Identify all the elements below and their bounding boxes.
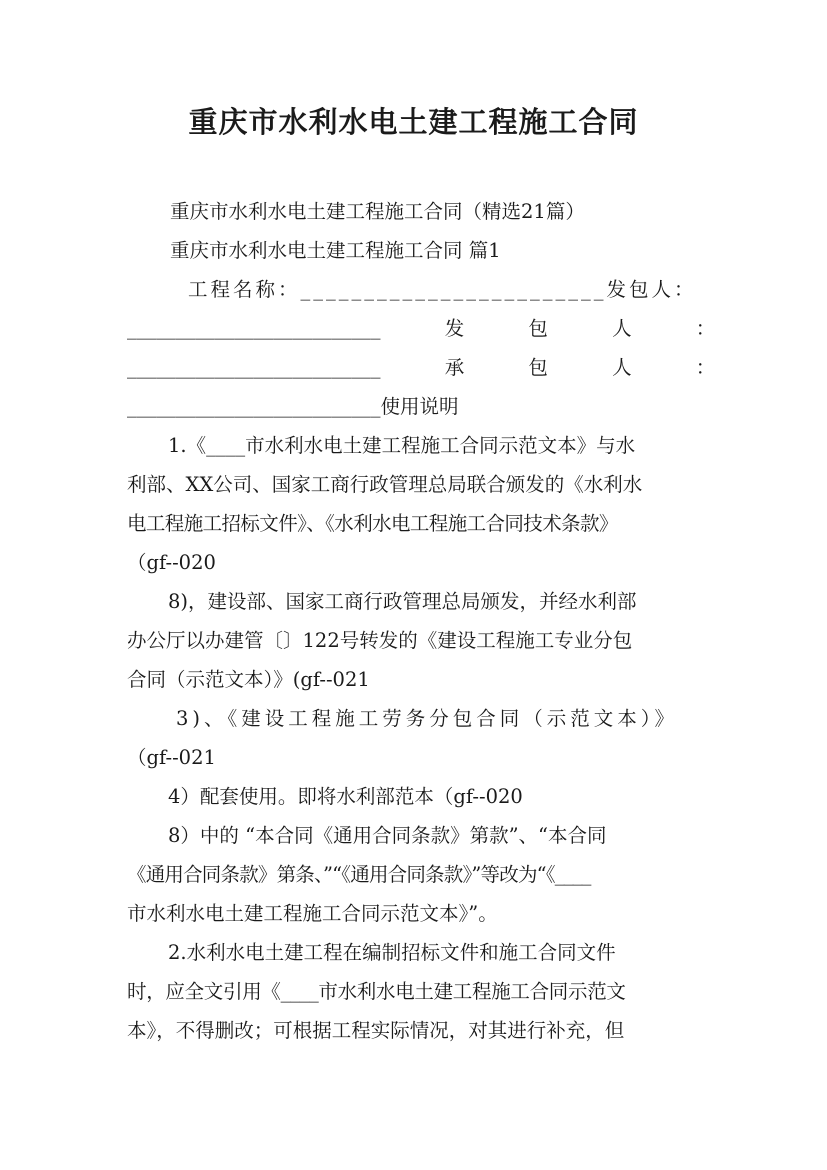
employer-line: [127, 315, 716, 343]
paragraph-line: 2.水利水电土建工程在编制招标文件和施工合同文件: [168, 941, 616, 964]
paragraph-line: （gf--021: [127, 746, 216, 769]
paragraph-line: 办公厅以办建管〔〕122号转发的《建设工程施工专业分包: [127, 629, 633, 652]
paragraph-line: 时，应全文引用《____市水利水电土建工程施工合同示范文: [127, 980, 626, 1003]
subtitle-line: 重庆市水利水电土建工程施工合同（精选21篇）: [170, 200, 585, 223]
contractor-text: __________________________ 承 包 人 ：: [127, 356, 716, 379]
usage-heading-line: __________________________使用说明: [127, 395, 459, 418]
paragraph-line: 本》，不得删改；可根据工程实际情况，对其进行补充，但: [127, 1019, 625, 1042]
employer-text: __________________________ 发 包 人 ：: [127, 317, 716, 340]
project-name-line: [188, 276, 697, 304]
paragraph-line: 1.《____市水利水电土建工程施工合同示范文本》与水: [168, 434, 636, 457]
paragraph-line: 电工程施工招标文件》、《水利水电工程施工合同技术条款》: [127, 512, 618, 535]
paragraph-line: 合同（示范文本）》(gf--021: [127, 668, 370, 691]
document-title: 重庆市水利水电土建工程施工合同: [188, 105, 639, 139]
paragraph-line: （gf--020: [127, 551, 216, 574]
paragraph-line: 4）配套使用。即将水利部范本（gf--020: [168, 785, 523, 808]
project-name-text: 工程名称：________________________发包人：: [188, 278, 697, 301]
contractor-line: [127, 354, 716, 382]
paragraph-line: 3)、《建设工程施工劳务分包合同（示范文本）》: [176, 707, 679, 730]
paragraph-line: 市水利水电土建工程施工合同示范文本》”。: [127, 902, 498, 925]
paragraph-line: 《通用合同条款》第条、”“《通用合同条款》”等改为“《____: [127, 863, 591, 886]
paragraph-line: 利部、XX公司、国家工商行政管理总局联合颁发的《水利水: [127, 473, 643, 496]
section-heading: 重庆市水利水电土建工程施工合同 篇1: [170, 239, 501, 262]
paragraph-line: 8）中的 “本合同《通用合同条款》第款”、“本合同: [168, 824, 607, 847]
paragraph-line: 8)，建设部、国家工商行政管理总局颁发，并经水利部: [168, 590, 637, 613]
